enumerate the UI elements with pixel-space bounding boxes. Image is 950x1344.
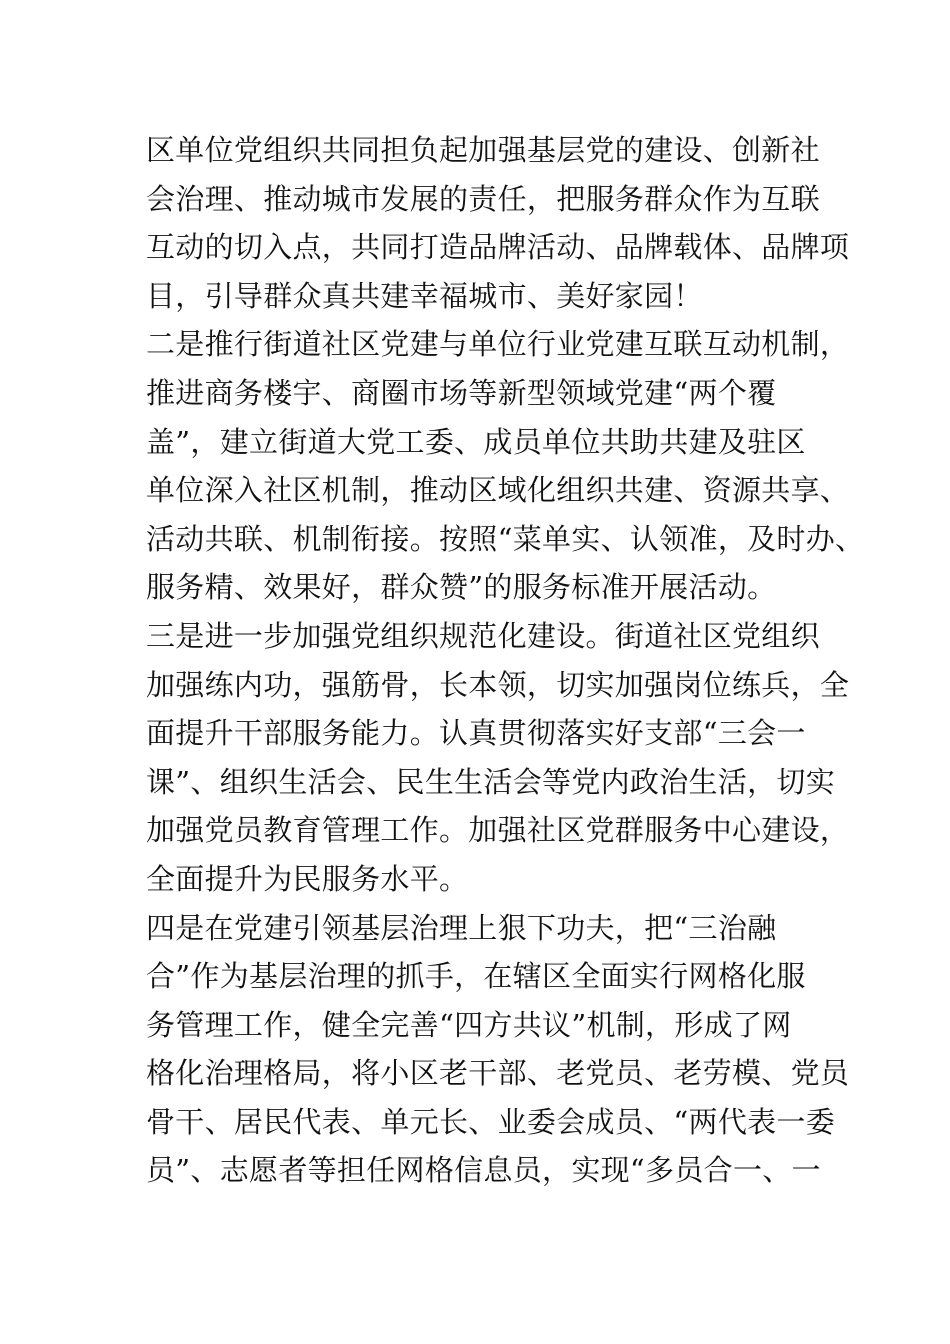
text-line: 会治理、推动城市发展的责任，把服务群众作为互联 bbox=[146, 181, 820, 216]
text-line: 务管理工作，健全完善“四方共议”机制，形成了网 bbox=[146, 1007, 792, 1042]
text-line: 骨干、居民代表、单元长、业委会成员、“两代表一委 bbox=[146, 1104, 836, 1139]
text-line: 互动的切入点，共同打造品牌活动、品牌载体、品牌项 bbox=[146, 230, 850, 265]
text-line: 二是推行街道社区党建与单位行业党建互联互动机制， bbox=[146, 327, 850, 362]
document-body bbox=[146, 126, 865, 1195]
text-line: 格化治理格局，将小区老干部、老党员、老劳模、党员 bbox=[146, 1056, 850, 1091]
text-line: 面提升干部服务能力。认真贯彻落实好支部“三会一 bbox=[146, 716, 806, 751]
text-line: 加强练内功，强筋骨，长本领，切实加强岗位练兵，全 bbox=[146, 667, 850, 702]
text-line: 合”作为基层治理的抓手，在辖区全面实行网格化服 bbox=[146, 959, 806, 994]
text-line: 全面提升为民服务水平。 bbox=[146, 861, 469, 896]
text-line: 单位深入社区机制，推动区域化组织共建、资源共享、 bbox=[146, 473, 850, 508]
text-line: 活动共联、机制衔接。按照“菜单实、认领准，及时办、 bbox=[146, 521, 865, 556]
text-line: 员”、志愿者等担任网格信息员，实现“多员合一、一 bbox=[146, 1153, 821, 1188]
text-line: 服务精、效果好，群众赞”的服务标准开展活动。 bbox=[146, 570, 777, 605]
text-line: 四是在党建引领基层治理上狠下功夫，把“三治融 bbox=[146, 910, 777, 945]
text-line: 区单位党组织共同担负起加强基层党的建设、创新社 bbox=[146, 133, 820, 167]
text-line: 三是进一步加强党组织规范化建设。街道社区党组织 bbox=[146, 618, 820, 653]
text-line: 推进商务楼宇、商圈市场等新型领域党建“两个覆 bbox=[146, 375, 777, 410]
text-line: 盖”，建立街道大党工委、成员单位共助共建及驻区 bbox=[146, 424, 806, 459]
text-line: 课”、组织生活会、民生生活会等党内政治生活，切实 bbox=[146, 764, 836, 799]
text-line: 加强党员教育管理工作。加强社区党群服务中心建设， bbox=[146, 813, 850, 848]
text-line: 目，引导群众真共建幸福城市、美好家园！ bbox=[146, 278, 703, 313]
